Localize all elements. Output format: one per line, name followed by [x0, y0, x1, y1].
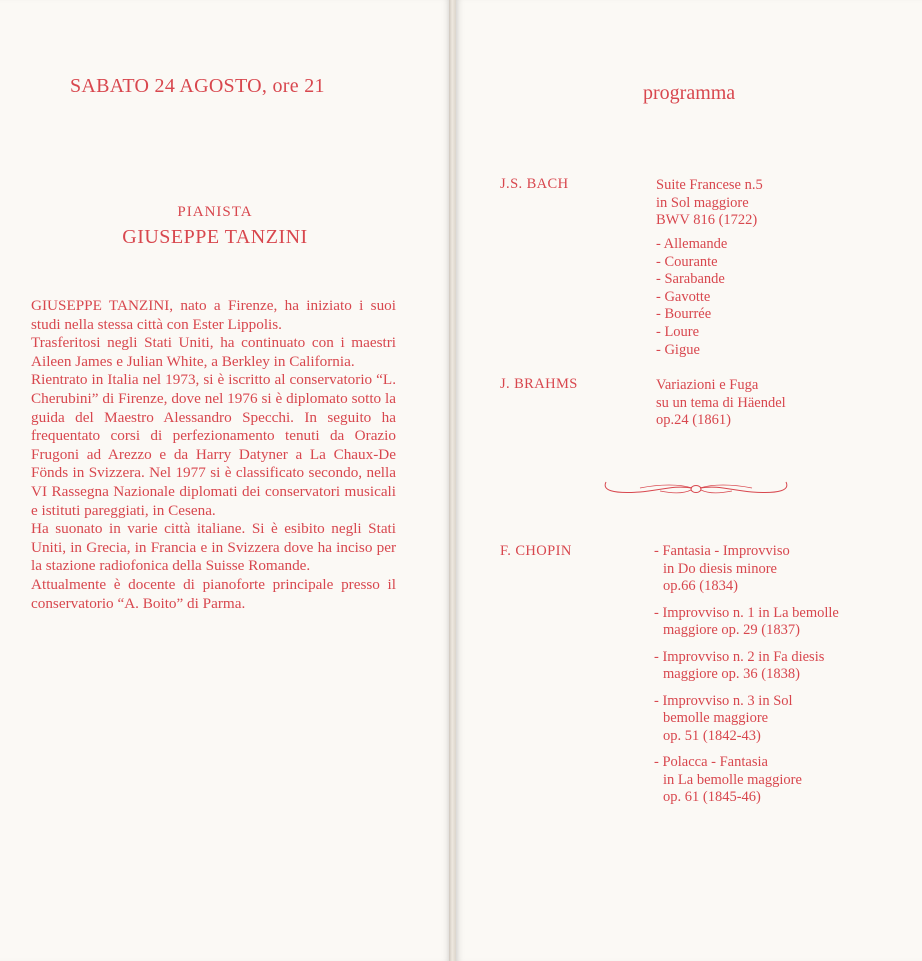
list-item	[654, 693, 839, 746]
bach-movements	[656, 236, 727, 359]
work-line: maggiore op. 29 (1837)	[663, 622, 800, 638]
work-bach	[656, 177, 763, 230]
bio-paragraph: Attualmente è docente di pianoforte principale presso il conservatorio “A. Boito” di Parma.	[31, 575, 396, 612]
movement-item: - Loure	[656, 323, 700, 340]
work-line: in Do diesis minore	[663, 560, 777, 577]
bio-paragraph: Trasferitosi negli Stati Uniti, ha continuato con i maestri Aileen James e Julian White, a Berkley in California.	[31, 334, 396, 370]
list-item	[654, 754, 839, 807]
work-line: Variazioni e Fuga	[656, 377, 759, 393]
work-line: BWV 816 (1722)	[656, 212, 758, 228]
work-brahms	[656, 377, 786, 430]
work-line: maggiore op. 36 (1838)	[663, 666, 800, 682]
work-line: - Improvviso n. 2 in Fa diesis	[654, 648, 825, 665]
bio-paragraph: GIUSEPPE TANZINI, nato a Firenze, ha iniziato i suoi studi nella stessa città con Ester Lippolis.	[31, 297, 396, 333]
movement-item: - Gavotte	[656, 288, 711, 305]
bio-paragraph: Rientrato in Italia nel 1973, si è iscritto al conservatorio “L. Cherubini” di Firenze, dove nel 1976 si è diplomato sotto la guida del Maestro Alessandro Specchi. In seguito ha frequentato corsi di perfezionamento tenuti da Orazio Frugoni ad Arezzo e da Harry Datyner a La Chaux-De Fönds in Svizzera. Nel 1977 si è classificato secondo, nella VI Rassegna Nazionale diplomati dei conservatori musicali e istituti pareggiati, in Cesena.	[31, 371, 396, 519]
work-line: bemolle maggiore	[663, 710, 769, 726]
work-line: op.66 (1834)	[663, 578, 738, 594]
flourish-divider-icon	[600, 476, 792, 498]
movement-item: - Allemande	[656, 236, 728, 252]
work-line: op. 61 (1845-46)	[663, 789, 761, 805]
bio-paragraph: Ha suonato in varie città italiane. Si è esibito negli Stati Uniti, in Grecia, in Francia e in Svizzera dove ha inciso per la stazione radiofonica della Suisse Romande.	[31, 520, 396, 575]
biography	[31, 297, 396, 613]
performer-name: GIUSEPPE TANZINI	[122, 226, 308, 248]
composer-bach: J.S. BACH	[500, 176, 569, 192]
movement-item: - Gigue	[656, 341, 700, 358]
work-line: op.24 (1861)	[656, 412, 731, 428]
work-line: Suite Francese n.5	[656, 177, 763, 193]
performer-role: PIANISTA	[177, 204, 253, 220]
list-item	[654, 649, 839, 684]
left-page	[0, 0, 450, 961]
work-line: in Sol maggiore	[656, 194, 749, 211]
work-line: - Polacca - Fantasia	[654, 754, 768, 770]
work-line: - Fantasia - Improvviso	[654, 543, 790, 559]
composer-brahms: J. BRAHMS	[500, 376, 578, 392]
work-line: - Improvviso n. 3 in Sol	[654, 692, 793, 709]
movement-item: - Courante	[656, 253, 718, 270]
work-line: op. 51 (1842-43)	[663, 727, 761, 744]
program-title: programma	[643, 82, 736, 104]
chopin-works	[654, 543, 839, 816]
list-item	[654, 543, 839, 596]
work-line: su un tema di Häendel	[656, 394, 786, 411]
work-line: - Improvviso n. 1 in La bemolle	[654, 604, 839, 621]
list-item	[654, 605, 839, 640]
movement-item: - Sarabande	[656, 271, 725, 288]
movement-item: - Bourrée	[656, 306, 712, 323]
work-line: in La bemolle maggiore	[663, 771, 802, 788]
composer-chopin: F. CHOPIN	[500, 543, 572, 559]
concert-date: SABATO 24 AGOSTO, ore 21	[70, 75, 325, 97]
